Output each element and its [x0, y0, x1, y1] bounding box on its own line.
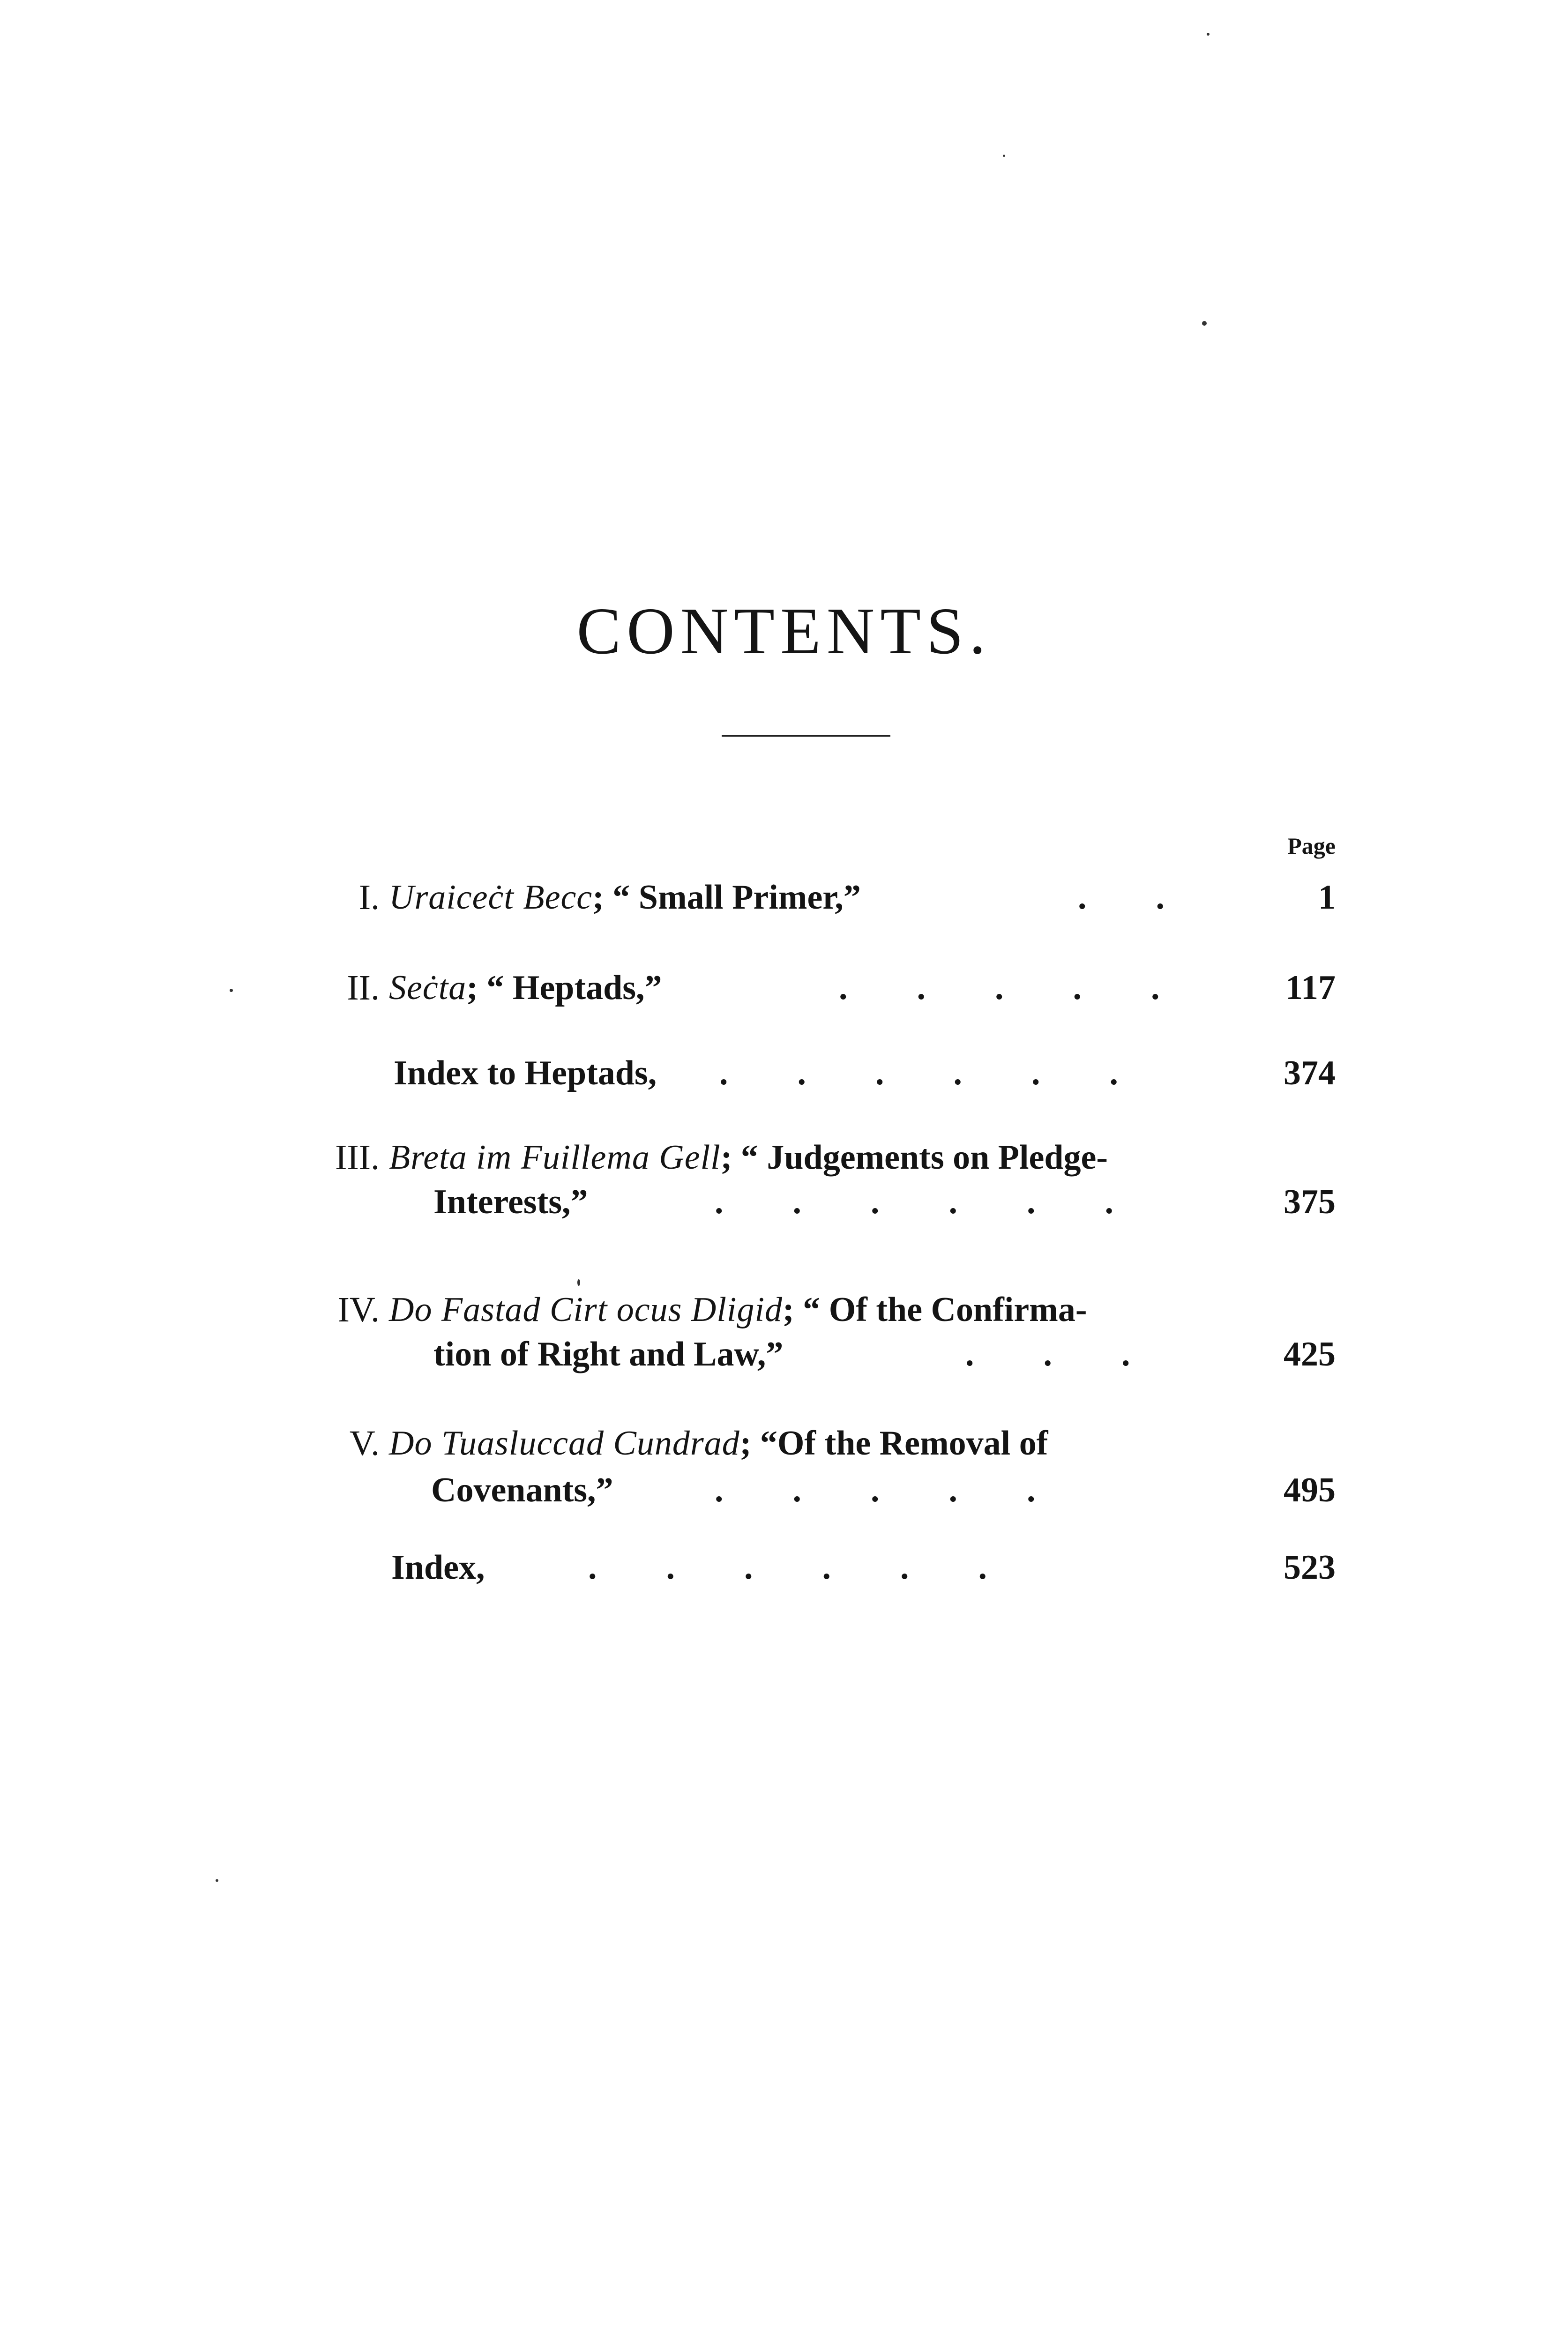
- leader-dots: . . . . .: [715, 1471, 1036, 1509]
- entry-irish-title: Breta im Fuillema Gell: [389, 1138, 721, 1177]
- scan-speck: [577, 1279, 580, 1286]
- page-title: CONTENTS.: [576, 594, 992, 668]
- toc-entry: [0, 1134, 1568, 1181]
- entry-english-title-continued: tion of Right and Law,”: [433, 1335, 784, 1373]
- entry-numeral: V.: [349, 1424, 380, 1463]
- entry-numeral: II.: [347, 968, 380, 1007]
- leader-dots: . . . . .: [839, 969, 1160, 1007]
- scan-speck: [216, 1879, 218, 1882]
- toc-entry-continuation: [0, 1467, 1568, 1514]
- entry-numeral: III.: [335, 1138, 380, 1177]
- scan-speck: [1202, 321, 1207, 326]
- leader-dots: . .: [1078, 878, 1165, 917]
- entry-page-number: 117: [1285, 969, 1336, 1007]
- entry-irish-title: Seċta: [389, 969, 467, 1007]
- toc-entry: [0, 1050, 1568, 1097]
- entry-english-title: ; “Of the Removal of: [739, 1424, 1048, 1463]
- toc-entry: [0, 1544, 1568, 1591]
- title-divider: [722, 735, 890, 737]
- entry-page-number: 495: [1284, 1471, 1336, 1509]
- scan-speck: [1207, 33, 1210, 36]
- entry-english-title: Index to Heptads,: [394, 1054, 657, 1092]
- toc-entry: [0, 874, 1568, 921]
- entry-english-title: ; “ Judgements on Pledge-: [720, 1138, 1108, 1177]
- entry-english-title: ; “ Small Primer,”: [592, 878, 861, 917]
- entry-numeral: IV.: [337, 1290, 380, 1329]
- entry-english-title: ; “ Heptads,”: [466, 969, 662, 1007]
- entry-irish-title: Do Tuasluccad Cundrad: [389, 1424, 740, 1463]
- entry-english-title-continued: Covenants,”: [431, 1471, 613, 1509]
- leader-dots: . . . . . .: [588, 1548, 987, 1587]
- entry-irish-title: Uraiceċt Becc: [389, 878, 593, 917]
- toc-entry-continuation: [0, 1179, 1568, 1225]
- leader-dots: . . . . . .: [719, 1054, 1118, 1092]
- entry-page-number: 523: [1284, 1548, 1336, 1587]
- page-column-heading: Page: [1287, 833, 1336, 859]
- toc-entry: [0, 1286, 1568, 1333]
- entry-page-number: 374: [1284, 1054, 1336, 1092]
- entry-page-number: 375: [1284, 1183, 1336, 1221]
- toc-entry-continuation: [0, 1331, 1568, 1378]
- entry-page-number: 1: [1318, 878, 1336, 917]
- entry-english-title: Index,: [391, 1548, 485, 1587]
- entry-english-title-continued: Interests,”: [433, 1183, 588, 1221]
- entry-irish-title: Do Fastad Cirt ocus Dligid: [389, 1291, 783, 1329]
- entry-numeral: I.: [358, 878, 380, 917]
- scan-speck: [1003, 155, 1005, 157]
- entry-page-number: 425: [1284, 1335, 1336, 1373]
- leader-dots: . . . . . .: [715, 1183, 1113, 1221]
- toc-entry: [0, 1420, 1568, 1467]
- leader-dots: . . .: [965, 1335, 1130, 1373]
- entry-english-title: ; “ Of the Confirma-: [783, 1291, 1087, 1329]
- toc-entry: [0, 964, 1568, 1011]
